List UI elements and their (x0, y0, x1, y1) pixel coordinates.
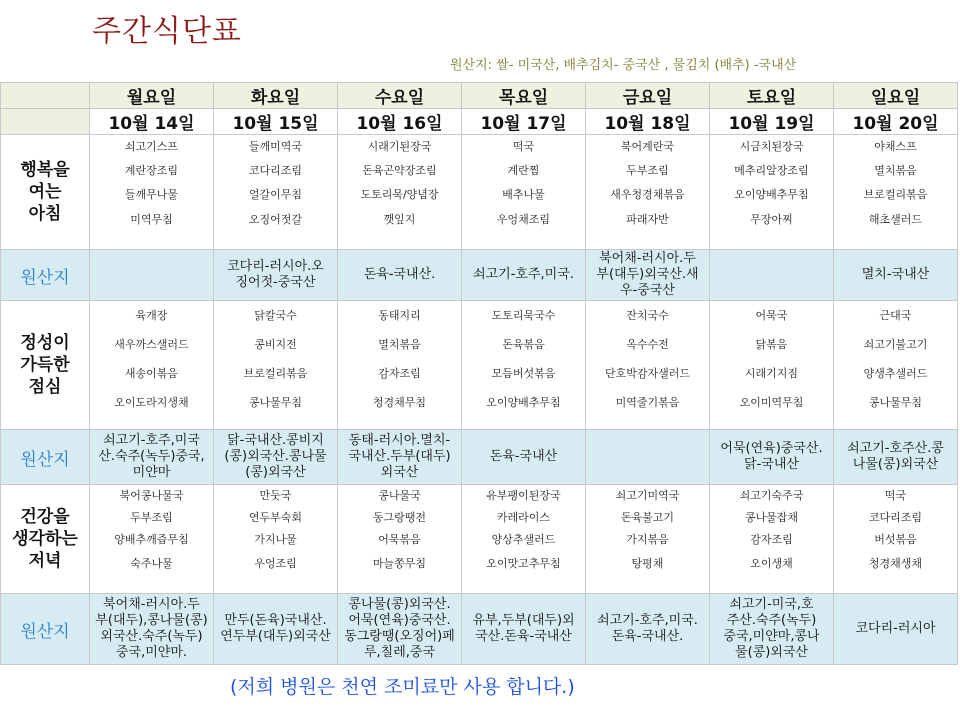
date-header: 10월 16일 (338, 109, 462, 135)
menu-item: 도토리묵국수 (491, 309, 556, 322)
breakfast-label-line: 아침 (28, 204, 62, 224)
menu-item: 오이생채 (750, 557, 793, 570)
menu-item: 브로컬리볶음 (863, 188, 928, 201)
menu-item: 시래기지짐 (744, 367, 799, 380)
day-header: 일요일 (834, 83, 958, 109)
breakfast-origin-row (1, 250, 958, 301)
menu-item: 단호박감자샐러드 (604, 367, 690, 380)
day-header: 토요일 (710, 83, 834, 109)
menu-item: 멸치볶음 (378, 338, 421, 351)
menu-item: 돈육볶음 (502, 338, 545, 351)
origin-note: 원산지: 쌀- 미국산, 배추김치- 중국산 , 물김치 (배추) -국내산 (450, 58, 797, 73)
origin-cell: 쇠고기-호주,미국. (462, 250, 586, 301)
origin-cell (586, 430, 710, 485)
origin-cell: 만두(돈육)국내산. 연두부(대두)외국산 (214, 594, 338, 665)
menu-item: 계란장조림 (124, 164, 179, 177)
menu-item: 숙주나물 (130, 557, 173, 570)
date-header: 10월 19일 (710, 109, 834, 135)
lunch-label (1, 301, 90, 430)
origin-cell (90, 250, 214, 301)
breakfast-cell (834, 135, 958, 250)
origin-cell: 돈육-국내산 (462, 430, 586, 485)
origin-cell: 유부,두부(대두)외 국산.돈육-국내산 (462, 594, 586, 665)
menu-item: 유부팽이된장국 (486, 489, 561, 502)
dinner-cell (338, 485, 462, 594)
dinner-label-line: 건강을 (20, 507, 70, 527)
breakfast-label-line: 행복을 (20, 160, 70, 180)
menu-item: 새우까스샐러드 (114, 338, 189, 351)
menu-item: 돈육곤약장조림 (362, 164, 437, 177)
breakfast-cell (338, 135, 462, 250)
menu-item: 계란찜 (507, 164, 540, 177)
dinner-row (1, 485, 958, 594)
menu-item: 시금치된장국 (739, 140, 804, 153)
origin-cell: 닭-국내산.콩비지 (콩)외국산.콩나물 (콩)외국산 (214, 430, 338, 485)
menu-item: 우엉채조림 (496, 213, 551, 226)
lunch-cell (834, 301, 958, 430)
menu-item: 감자조림 (378, 367, 421, 380)
menu-item: 만둣국 (259, 489, 292, 502)
menu-item: 깻잎지 (383, 213, 416, 226)
day-header: 수요일 (338, 83, 462, 109)
menu-item: 카레라이스 (496, 511, 551, 524)
breakfast-cell (462, 135, 586, 250)
origin-label: 원산지 (1, 430, 90, 485)
menu-item: 오이양배추무침 (734, 188, 809, 201)
menu-item: 무장아찌 (750, 213, 793, 226)
day-header-row (1, 83, 958, 109)
lunch-cell (586, 301, 710, 430)
lunch-label-line: 가득한 (20, 355, 70, 375)
dinner-cell (462, 485, 586, 594)
menu-item: 오징어젓갈 (248, 213, 303, 226)
day-header: 금요일 (586, 83, 710, 109)
menu-item: 미역무침 (130, 213, 173, 226)
menu-item: 버섯볶음 (874, 533, 917, 546)
menu-item: 가지나물 (254, 533, 297, 546)
menu-item: 어묵국 (755, 309, 788, 322)
menu-item: 미역줄기볶음 (615, 396, 680, 409)
menu-item: 메추리알장조림 (734, 164, 809, 177)
menu-item: 양생추샐러드 (863, 367, 928, 380)
breakfast-row (1, 135, 958, 250)
menu-item: 들깨미역국 (248, 140, 303, 153)
weekly-menu-table (0, 82, 958, 665)
breakfast-cell (214, 135, 338, 250)
origin-cell (710, 250, 834, 301)
origin-cell: 어묵(연육)중국산. 닭-국내산 (710, 430, 834, 485)
menu-item: 북어계란국 (620, 140, 675, 153)
origin-cell: 코다리-러시아.오 징어젓-중국산 (214, 250, 338, 301)
menu-item: 근대국 (879, 309, 912, 322)
menu-item: 새우청경채볶음 (610, 188, 685, 201)
origin-label: 원산지 (1, 250, 90, 301)
dinner-origin-row (1, 594, 958, 665)
dinner-label-line: 저녁 (28, 551, 62, 571)
menu-item: 콩나물국 (378, 489, 421, 502)
origin-label: 원산지 (1, 594, 90, 665)
menu-item: 육개장 (135, 309, 168, 322)
corner-cell (1, 109, 90, 135)
menu-item: 청경채생채 (868, 557, 923, 570)
day-header: 화요일 (214, 83, 338, 109)
breakfast-label-line: 여는 (28, 182, 62, 202)
menu-item: 파래자반 (626, 213, 669, 226)
menu-item: 동그랑땡전 (372, 511, 427, 524)
menu-item: 감자조림 (750, 533, 793, 546)
origin-cell: 동태-러시아.멸치- 국내산.두부(대두) 외국산 (338, 430, 462, 485)
menu-item: 오이맛고추무침 (486, 557, 561, 570)
origin-cell: 쇠고기-호주산.콩 나물(콩)외국산 (834, 430, 958, 485)
lunch-cell (710, 301, 834, 430)
menu-item: 콩비지전 (254, 338, 297, 351)
menu-item: 양상추샐러드 (491, 533, 556, 546)
dinner-cell (586, 485, 710, 594)
breakfast-cell (710, 135, 834, 250)
menu-item: 콩나물무침 (868, 396, 923, 409)
menu-item: 코다리조림 (248, 164, 303, 177)
lunch-row (1, 301, 958, 430)
menu-item: 떡국 (512, 140, 535, 153)
menu-item: 들깨무나물 (124, 188, 179, 201)
dinner-cell (214, 485, 338, 594)
origin-cell: 콩나물(콩)외국산. 어묵(연육)중국산. 동그랑땡(오징어)페 루,칠레,중국 (338, 594, 462, 665)
day-header: 월요일 (90, 83, 214, 109)
menu-item: 야채스프 (874, 140, 917, 153)
origin-cell: 쇠고기-호주,미국. 돈육-국내산. (586, 594, 710, 665)
dinner-cell (90, 485, 214, 594)
menu-item: 쇠고기불고기 (863, 338, 928, 351)
date-header-row (1, 109, 958, 135)
menu-item: 가지볶음 (626, 533, 669, 546)
menu-item: 오이도라지생채 (114, 396, 189, 409)
menu-item: 마늘쫑무침 (372, 557, 427, 570)
menu-item: 북어콩나물국 (119, 489, 184, 502)
menu-item: 동태지리 (378, 309, 421, 322)
origin-cell: 돈육-국내산. (338, 250, 462, 301)
origin-cell: 북어채-러시아.두 부(대두)외국산.새 우-중국산 (586, 250, 710, 301)
lunch-label-line: 정성이 (20, 333, 70, 353)
breakfast-cell (586, 135, 710, 250)
origin-cell: 쇠고기-호주,미국 산.숙주(녹두)중국, 미얀마 (90, 430, 214, 485)
menu-item: 콩나물잡채 (744, 511, 799, 524)
menu-item: 코다리조림 (868, 511, 923, 524)
origin-cell: 북어채-러시아.두 부(대두),콩나물(콩) 외국산.숙주(녹두) 중국,미얀마. (90, 594, 214, 665)
menu-item: 떡국 (884, 489, 907, 502)
date-header: 10월 15일 (214, 109, 338, 135)
menu-item: 두부조림 (626, 164, 669, 177)
menu-item: 오이양배추무침 (486, 396, 561, 409)
menu-item: 쇠고기미역국 (615, 489, 680, 502)
lunch-origin-row (1, 430, 958, 485)
menu-item: 닭볶음 (755, 338, 788, 351)
origin-cell: 코다리-러시아 (834, 594, 958, 665)
menu-item: 돈육불고기 (620, 511, 675, 524)
menu-item: 브로컬리볶음 (243, 367, 308, 380)
menu-item: 연두부숙회 (248, 511, 303, 524)
menu-item: 멸치볶음 (874, 164, 917, 177)
breakfast-label (1, 135, 90, 250)
lunch-label-line: 점심 (28, 377, 62, 397)
dinner-cell (710, 485, 834, 594)
menu-item: 시래기된장국 (367, 140, 432, 153)
dinner-label-line: 생각하는 (12, 529, 78, 549)
menu-item: 잔치국수 (626, 309, 669, 322)
date-header: 10월 17일 (462, 109, 586, 135)
menu-item: 도토리묵/양념장 (360, 188, 439, 201)
footer-notice: (저희 병원은 천연 조미료만 사용 합니다.) (230, 676, 575, 698)
menu-item: 어묵볶음 (378, 533, 421, 546)
date-header: 10월 14일 (90, 109, 214, 135)
dinner-label (1, 485, 90, 594)
lunch-cell (462, 301, 586, 430)
menu-item: 닭칼국수 (254, 309, 297, 322)
menu-item: 두부조림 (130, 511, 173, 524)
lunch-cell (90, 301, 214, 430)
menu-item: 해초샐러드 (868, 213, 923, 226)
menu-item: 콩나물무침 (248, 396, 303, 409)
menu-item: 모듬버섯볶음 (491, 367, 556, 380)
origin-cell: 쇠고기-미국,호 주산.숙주(녹두) 중국,미얀마,콩나 물(콩)외국산 (710, 594, 834, 665)
corner-cell (1, 83, 90, 109)
dinner-cell (834, 485, 958, 594)
menu-item: 양배추깨즙무침 (114, 533, 189, 546)
breakfast-cell (90, 135, 214, 250)
menu-item: 옥수수전 (626, 338, 669, 351)
menu-item: 배추나물 (502, 188, 545, 201)
menu-item: 새송이볶음 (124, 367, 179, 380)
menu-item: 우엉조림 (254, 557, 297, 570)
date-header: 10월 20일 (834, 109, 958, 135)
menu-item: 쇠고기스프 (124, 140, 179, 153)
lunch-cell (214, 301, 338, 430)
origin-cell: 멸치-국내산 (834, 250, 958, 301)
menu-item: 쇠고기숙주국 (739, 489, 804, 502)
page-title: 주간식단표 (92, 14, 242, 49)
menu-item: 얼갈이무침 (248, 188, 303, 201)
menu-item: 탕평채 (631, 557, 664, 570)
menu-item: 오이미역무침 (739, 396, 804, 409)
date-header: 10월 18일 (586, 109, 710, 135)
menu-item: 청경채무침 (372, 396, 427, 409)
day-header: 목요일 (462, 83, 586, 109)
lunch-cell (338, 301, 462, 430)
